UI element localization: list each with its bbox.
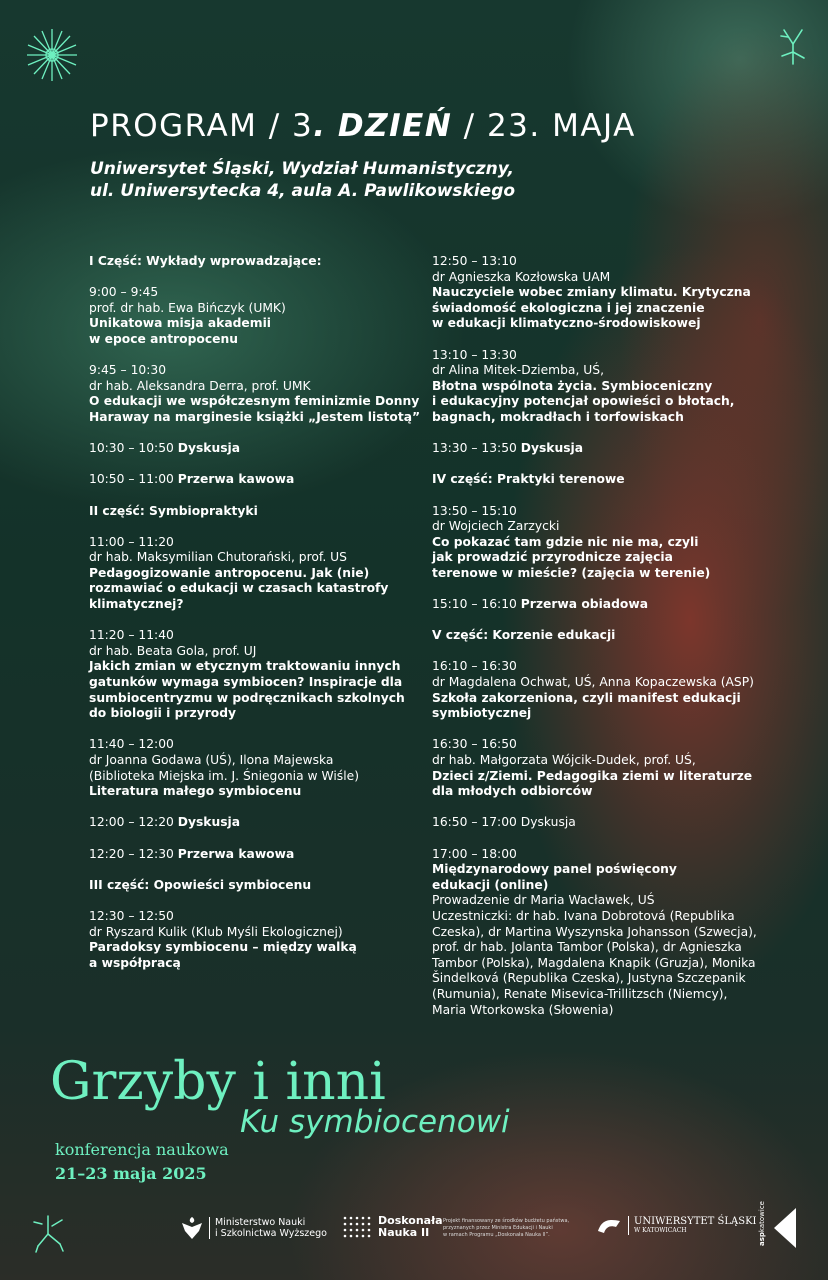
root-sprout-icon	[30, 1214, 66, 1254]
talk-title: Przerwa kawowa	[177, 846, 295, 861]
university-logo	[596, 1216, 757, 1235]
talk-title: w epoce antropocenu	[89, 331, 238, 346]
time: 10:50 – 11:00	[89, 472, 174, 487]
speaker: dr Ryszard Kulik (Klub Myśli Ekologicznej)	[89, 924, 343, 939]
program-item	[89, 909, 419, 971]
title-prefix: PROGRAM / 3	[90, 108, 314, 144]
speaker: prof. dr hab. Ewa Bińczyk (UMK)	[89, 300, 286, 315]
program-item	[432, 254, 792, 332]
talk-title: sumbiocentryzmu w podręcznikach szkolnych	[89, 690, 405, 705]
talk-title: dla młodych odbiorców	[432, 784, 593, 799]
dn-line-1: Doskonała	[378, 1214, 443, 1227]
talk-title: O edukacji we współczesnym feminizmie Donny	[89, 394, 420, 409]
speaker: dr Joanna Godawa (UŚ), Ilona Majewska	[89, 753, 334, 767]
talk-title: Unikatowa misja akademii	[89, 316, 271, 331]
speaker: dr Agnieszka Kozłowska UAM	[432, 269, 611, 284]
venue-line-2: ul. Uniwersytecka 4, aula A. Pawlikowskiego	[90, 181, 516, 201]
program-item	[89, 535, 419, 613]
speaker: dr hab. Małgorzata Wójcik-Dudek, prof. UŚ,	[432, 753, 696, 767]
funding-note-line: w ramach Programu „Doskonała Nauka II”.	[443, 1232, 550, 1238]
university-line-1: UNIWERSYTET ŚLĄSKI	[634, 1216, 757, 1227]
talk-title: gatunków wymaga symbiocen? Inspiracje dla	[89, 675, 403, 690]
funding-note	[443, 1218, 593, 1239]
talk-title: Nauczyciele wobec zmiany klimatu. Krytyczna	[432, 285, 751, 300]
university-line-2: W KATOWICACH	[634, 1227, 687, 1234]
speaker: dr hab. Aleksandra Derra, prof. UMK	[89, 378, 311, 393]
page-title	[90, 108, 636, 144]
conference-dates: 21–23 maja 2025	[55, 1164, 207, 1183]
program-item	[89, 441, 419, 457]
talk-title: Dyskusja	[520, 441, 584, 456]
time: 13:50 – 15:10	[432, 503, 517, 518]
talk-title: Międzynarodowy panel poświęcony	[432, 862, 677, 877]
time: 16:30 – 16:50	[432, 737, 517, 752]
program-item	[432, 597, 792, 613]
time: 12:30 – 12:50	[89, 908, 174, 923]
talk-title: jak prowadzić przyrodnicze zajęcia	[432, 550, 673, 565]
talk-title: edukacji (online)	[432, 877, 549, 892]
program-item	[89, 815, 419, 831]
time: 13:30 – 13:50	[432, 441, 517, 456]
time: 12:50 – 13:10	[432, 254, 517, 268]
speaker: dr hab. Beata Gola, prof. UJ	[89, 643, 257, 658]
program-left-column	[89, 254, 419, 987]
talk-title: Literatura małego symbiocenu	[89, 784, 302, 799]
conference-subtitle: Ku symbiocenowi	[240, 1104, 510, 1140]
panel-line: Maria Wtorkowska (Słowenia)	[432, 1002, 614, 1017]
program-item	[432, 659, 792, 721]
panel-line: Šindelková (Republika Czeska), Justyna Szczepanik	[432, 971, 746, 986]
panel-line: Uczestniczki: dr hab. Ivana Dobrotová (Republika	[432, 908, 735, 923]
university-emblem-icon	[596, 1217, 622, 1235]
talk-title: Haraway na marginesie książki „Jestem listotą”	[89, 409, 421, 424]
talk-title: Błotna wspólnota życia. Symbioceniczny	[432, 378, 713, 393]
program-item	[432, 504, 792, 582]
program-item	[89, 737, 419, 799]
speaker: dr Wojciech Zarzycki	[432, 519, 560, 534]
talk-title: symbiotycznej	[432, 706, 532, 721]
talk-title: Przerwa obiadowa	[520, 597, 649, 612]
ministry-line-1: Ministerstwo Nauki	[215, 1217, 306, 1228]
talk-title: rozmawiać o edukacji w czasach katastrofy	[89, 581, 389, 596]
doskonala-nauka-logo	[342, 1214, 443, 1240]
time: 13:10 – 13:30	[432, 347, 517, 362]
time: 12:20 – 12:30	[89, 846, 174, 861]
ministry-logo	[180, 1215, 327, 1241]
talk-title: do biologii i przyrody	[89, 706, 237, 721]
program-item	[432, 348, 792, 426]
talk-title: Przerwa kawowa	[177, 472, 295, 487]
program-item	[89, 472, 419, 488]
talk-title: Co pokazać tam gdzie nic nie ma, czyli	[432, 534, 699, 549]
talk-title: klimatycznej?	[89, 597, 184, 612]
panel-line: (Rumunia), Renate Misevica-Trillitzsch (Niemcy),	[432, 986, 728, 1001]
branch-icon	[778, 26, 808, 66]
talk-title: terenowe w mieście? (zajęcia w terenie)	[432, 565, 711, 580]
section-heading: V część: Korzenie edukacji	[432, 628, 616, 643]
time: 11:00 – 11:20	[89, 534, 174, 549]
ministry-line-2: i Szkolnictwa Wyższego	[215, 1228, 327, 1239]
section-heading: IV część: Praktyki terenowe	[432, 472, 625, 487]
title-dot: .	[313, 108, 327, 144]
program-item	[89, 847, 419, 863]
asp-logo	[758, 1201, 802, 1250]
talk-title: bagnach, mokradłach i torfowiskach	[432, 409, 684, 424]
program-right-column	[432, 254, 792, 1034]
dn-line-2: Nauka II	[378, 1226, 430, 1239]
time: 16:10 – 16:30	[432, 659, 517, 674]
time: 10:30 – 10:50	[89, 441, 174, 456]
dotted-grid-icon	[342, 1214, 372, 1240]
speaker: (Biblioteka Miejska im. J. Śniegonia w Wiśle)	[89, 768, 359, 783]
venue-line-1: Uniwersytet Śląski, Wydział Humanistyczny,	[90, 159, 514, 179]
venue	[90, 158, 515, 202]
talk-title: Paradoksy symbiocenu – między walką	[89, 940, 357, 955]
time: 16:50 – 17:00 Dyskusja	[432, 815, 576, 830]
talk-title: świadomość ekologiczna i jej znaczenie	[432, 300, 705, 315]
section-heading: II część: Symbiopraktyki	[89, 503, 258, 518]
talk-title: Szkoła zakorzeniona, czyli manifest edukacji	[432, 690, 741, 705]
talk-title: Pedagogizowanie antropocenu. Jak (nie)	[89, 565, 370, 580]
speaker: dr Alina Mitek-Dziemba, UŚ,	[432, 363, 604, 378]
talk-title: Dyskusja	[177, 815, 241, 830]
program-item	[432, 737, 792, 799]
panel-line: Czeska), dr Martina Wyszynska Johansson (Szwecja),	[432, 924, 757, 939]
speaker: dr Magdalena Ochwat, UŚ, Anna Kopaczewska (ASP)	[432, 675, 754, 690]
program-item	[89, 628, 419, 722]
asp-text: asp	[758, 1232, 766, 1246]
panel-line: prof. dr hab. Jolanta Tambor (Polska), dr Agnieszka	[432, 940, 742, 955]
time: 15:10 – 16:10	[432, 597, 517, 612]
asp-city-text: katowice	[758, 1201, 766, 1233]
time: 11:40 – 12:00	[89, 737, 174, 752]
panel-line: Tambor (Polska), Magdalena Knapik (Gruzja), Monika	[432, 955, 756, 970]
funding-note-line: Projekt finansowany ze środków budżetu państwa,	[443, 1218, 570, 1224]
program-item	[432, 441, 792, 457]
time: 17:00 – 18:00	[432, 846, 517, 861]
program-item	[89, 285, 419, 347]
time: 12:00 – 12:20	[89, 815, 174, 830]
time: 9:00 – 9:45	[89, 285, 159, 300]
conference-type: konferencja naukowa	[55, 1140, 229, 1159]
panel-line: Prowadzenie dr Maria Wacławek, UŚ	[432, 893, 655, 908]
time: 11:20 – 11:40	[89, 628, 174, 643]
mycelium-burst-icon	[24, 26, 80, 84]
time: 9:45 – 10:30	[89, 363, 167, 378]
talk-title: Jakich zmian w etycznym traktowaniu innych	[89, 659, 401, 674]
section-heading: III część: Opowieści symbiocenu	[89, 877, 312, 892]
section-heading: I Część: Wykłady wprowadzające:	[89, 254, 322, 268]
conference-name: Grzyby i inni	[50, 1052, 386, 1112]
title-suffix: / 23. MAJA	[452, 108, 636, 144]
funding-note-line: przyznanych przez Ministra Edukacji i Nauki	[443, 1225, 553, 1231]
eagle-emblem-icon	[180, 1215, 204, 1241]
talk-title: w edukacji klimatyczno-środowiskowej	[432, 316, 701, 331]
speaker: dr hab. Maksymilian Chutorański, prof. US	[89, 550, 347, 565]
talk-title: Dyskusja	[177, 441, 241, 456]
program-item	[432, 815, 792, 831]
talk-title: a współpracą	[89, 955, 181, 970]
talk-title: i edukacyjny potencjał opowieści o błotach,	[432, 394, 735, 409]
program-item	[89, 363, 419, 425]
triangle-mark-icon	[774, 1208, 798, 1248]
title-day: DZIEŃ	[337, 108, 453, 144]
program-item	[432, 847, 792, 1019]
talk-title: Dzieci z/Ziemi. Pedagogika ziemi w literaturze	[432, 768, 753, 783]
